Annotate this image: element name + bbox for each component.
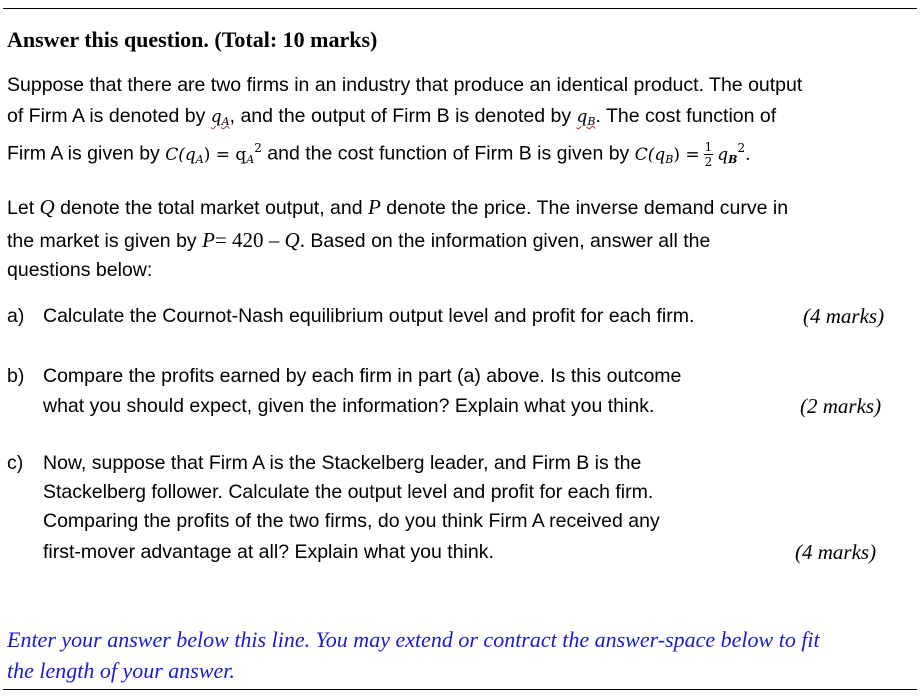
answer-divider-rule: [3, 689, 917, 690]
question-c-marks: (4 marks): [795, 540, 877, 564]
question-a-text: Calculate the Cournot-Nash equilibrium output level and profit for each firm.: [43, 305, 695, 327]
intro-line-2: of Firm A is denoted by $q_A$, and the output of Firm B is denoted by $q_B$. The cost function of: [7, 105, 777, 128]
cost-function-b: $C(q_B)$ =: [634, 144, 700, 166]
question-b-label: b): [7, 365, 25, 387]
intro-line-1: Suppose that there are two firms in an industry that produce an identical product. The output: [7, 74, 803, 96]
question-b-marks: (2 marks): [800, 394, 882, 418]
cost-function-a: $C(q_A) = q_A^2$: [165, 140, 262, 166]
question-heading: Answer this question. (Total: 10 marks): [7, 27, 378, 52]
question-c-label: c): [7, 452, 24, 474]
question-c-text-line-2: Stackelberg follower. Calculate the output level and profit for each firm.: [43, 481, 654, 503]
answer-instruction-line-2: the length of your answer.: [7, 658, 235, 683]
question-c-text-line-4: first-mover advantage at all? Explain what you think.: [43, 541, 494, 563]
question-a-label: a): [7, 305, 25, 327]
demand-line-2: the market is given by P= 420 – Q. Based on the information given, answer all the: [7, 228, 711, 252]
question-a-marks: (4 marks): [803, 304, 885, 328]
demand-line-3: questions below:: [7, 259, 153, 281]
qa-symbol: $q_A$: [210, 107, 230, 128]
question-c-text-line-3: Comparing the profits of the two firms, do you think Firm A received any: [43, 510, 660, 532]
demand-line-1: Let Q denote the total market output, and P denote the price. The inverse demand curve in: [7, 195, 789, 219]
demand-equation: P: [202, 228, 215, 252]
question-c-text-line-1: Now, suppose that Firm A is the Stackelberg leader, and Firm B is the: [43, 452, 642, 474]
intro-line-3: Firm A is given by $C(q_A) = q_A^2$ and the cost function of Firm B is given by $C(q_B)$ = $\frac{1}{2}$ $q_B^2$.: [7, 140, 751, 169]
answer-instruction-line-1: Enter your answer below this line. You may extend or contract the answer-space below to fit: [7, 627, 820, 652]
one-half-fraction: $\frac{1}{2}$: [704, 140, 713, 169]
question-b-text-line-2: what you should expect, given the information? Explain what you think.: [43, 395, 655, 417]
top-rule: [3, 8, 917, 9]
question-b-text-line-1: Compare the profits earned by each firm in part (a) above. Is this outcome: [43, 365, 682, 387]
qb-symbol: $q_B$: [576, 107, 596, 128]
